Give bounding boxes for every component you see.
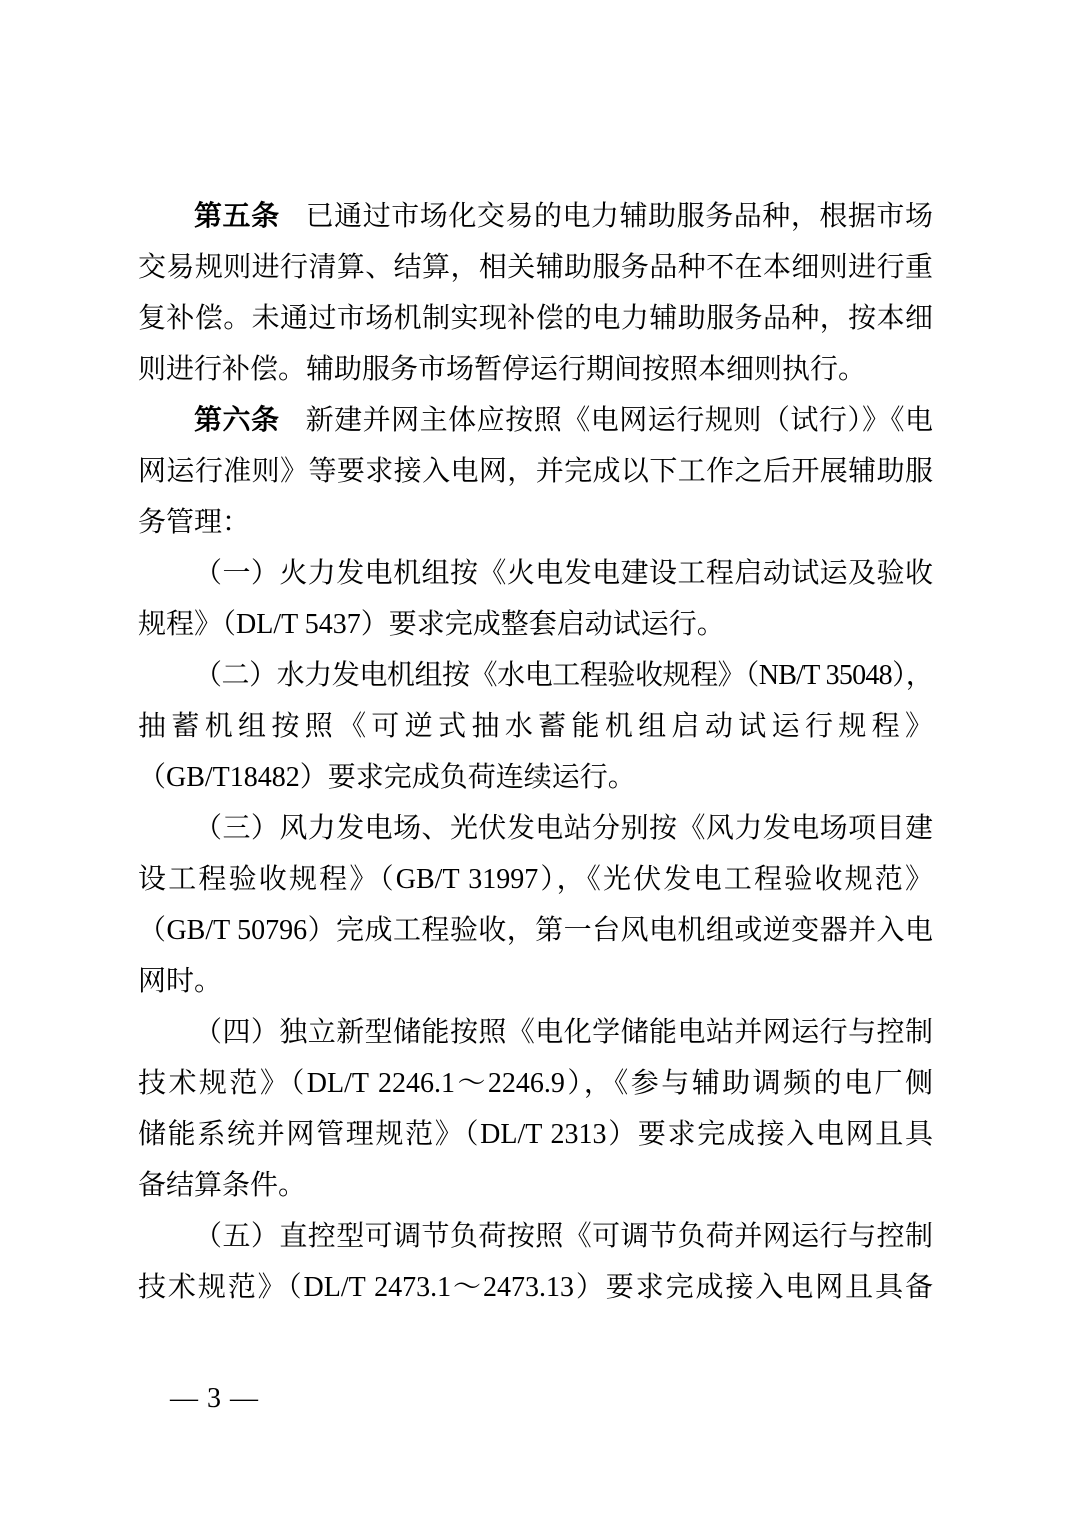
text-line — [138, 242, 933, 293]
text-line — [138, 1211, 933, 1262]
text-line — [138, 1262, 933, 1313]
line-text: 技术规范》（DL/T 2473.1～2473.13）要求完成接入电网且具备 — [138, 1272, 933, 1303]
text-line — [138, 497, 933, 548]
text-line — [138, 1058, 933, 1109]
text-line — [138, 1109, 933, 1160]
line-text: 已通过市场化交易的电力辅助服务品种，根据市场 — [305, 201, 933, 232]
line-text: 储能系统并网管理规范》（DL/T 2313）要求完成接入电网且具 — [138, 1119, 933, 1150]
page-footer — [170, 1382, 259, 1416]
line-text: （GB/T18482）要求完成负荷连续运行。 — [138, 762, 636, 793]
text-line — [138, 803, 933, 854]
article-number-heading: 第六条 — [194, 405, 280, 436]
page-number: — 3 — — [170, 1383, 259, 1414]
line-text: 规程》（DL/T 5437）要求完成整套启动试运行。 — [138, 609, 725, 640]
document-body — [138, 191, 933, 1313]
line-text: 交易规则进行清算、结算，相关辅助服务品种不在本细则进行重 — [138, 252, 933, 283]
text-line — [138, 191, 933, 242]
text-line — [138, 293, 933, 344]
text-line — [138, 650, 933, 701]
text-line — [138, 344, 933, 395]
line-text: （三）风力发电场、光伏发电站分别按《风力发电场项目建 — [194, 813, 933, 844]
text-line — [138, 395, 933, 446]
text-line — [138, 1007, 933, 1058]
line-text: （四）独立新型储能按照《电化学储能电站并网运行与控制 — [194, 1017, 933, 1048]
text-line — [138, 701, 933, 752]
text-line — [138, 446, 933, 497]
text-line — [138, 599, 933, 650]
line-text: 复补偿。未通过市场机制实现补偿的电力辅助服务品种，按本细 — [138, 303, 933, 334]
article-number-heading: 第五条 — [194, 201, 280, 232]
line-text: （GB/T 50796）完成工程验收，第一台风电机组或逆变器并入电 — [138, 915, 933, 946]
line-text: （一）火力发电机组按《火电发电建设工程启动试运及验收 — [194, 558, 933, 589]
line-text: 技术规范》（DL/T 2246.1～2246.9），《参与辅助调频的电厂侧 — [138, 1068, 933, 1099]
line-text: 抽蓄机组按照《可逆式抽水蓄能机组启动试运行规程》 — [138, 711, 933, 742]
line-text: 新建并网主体应按照《电网运行规则（试行）》《电 — [305, 405, 933, 436]
line-text: （五）直控型可调节负荷按照《可调节负荷并网运行与控制 — [194, 1221, 933, 1252]
line-text: 务管理： — [138, 507, 251, 538]
line-text: 网时。 — [138, 966, 223, 997]
text-line — [138, 956, 933, 1007]
text-line — [138, 854, 933, 905]
line-text: （二）水力发电机组按《水电工程验收规程》（NB/T 35048）， — [194, 660, 933, 691]
line-text: 则进行补偿。辅助服务市场暂停运行期间按照本细则执行。 — [138, 354, 867, 385]
text-line — [138, 905, 933, 956]
text-line — [138, 752, 933, 803]
line-text: 设工程验收规程》（GB/T 31997），《光伏发电工程验收规范》 — [138, 864, 933, 895]
text-line — [138, 1160, 933, 1211]
text-line — [138, 548, 933, 599]
line-text: 备结算条件。 — [138, 1170, 307, 1201]
line-text: 网运行准则》等要求接入电网，并完成以下工作之后开展辅助服 — [138, 456, 933, 487]
